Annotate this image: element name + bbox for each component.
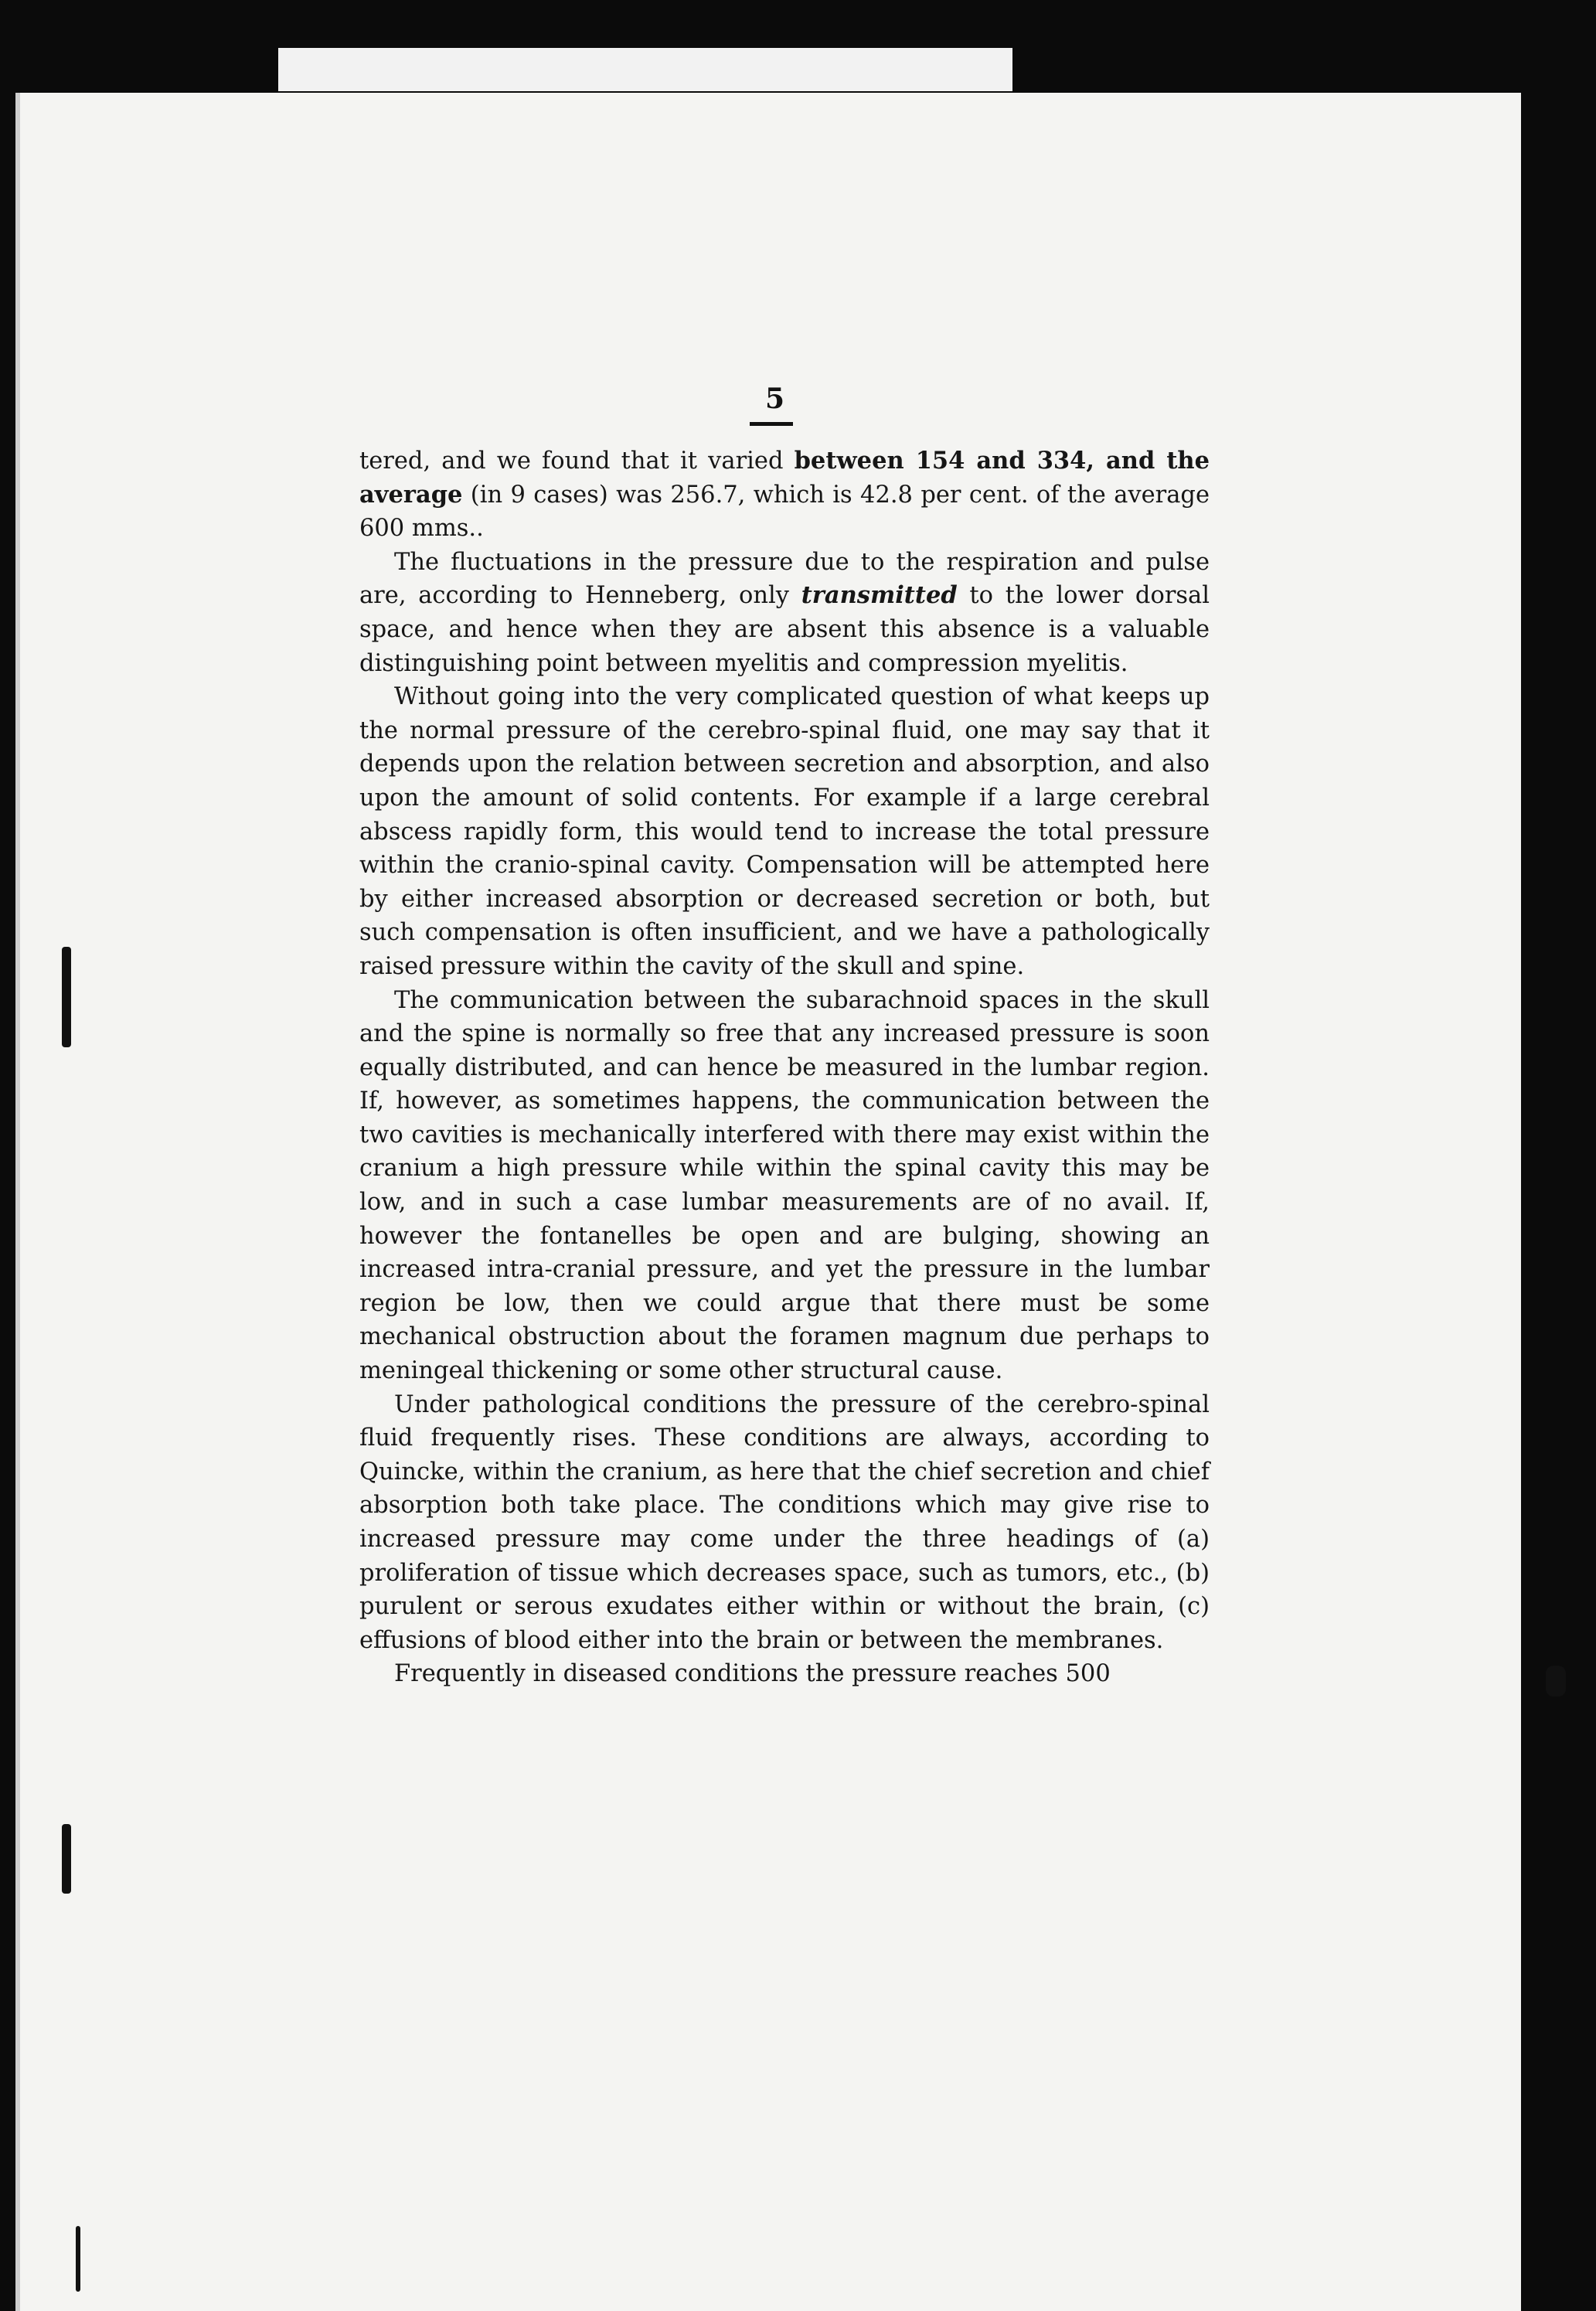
paragraph-2 [359,546,1210,680]
paragraph-1-end: (in 9 cases) was 256.7, which is 42.8 per cent. of the average 600 mms.. [359,481,1210,543]
paragraph-6: Frequently in diseased conditions the pressure reaches 500 [394,1660,1111,1688]
margin-mark-bottom [76,2226,80,2292]
scanner-top-strip [278,48,1012,91]
paragraph-2-end: to the lower dorsal space, and hence when they are absent this absence is a valuable distinguishing point between myelitis and compression myelitis. [359,582,1210,677]
paragraph-1-start: tered, and we found that it varied [359,448,795,475]
margin-mark-upper [62,947,71,1047]
paragraph-3: Without going into the very complicated question of what keeps up the normal pressure of the cerebro-spinal fluid, one may say that it depends upon the relation between secretion and absorption, and also upon the amount of solid contents. For example if a large cerebral abscess rapidly form, this would tend to increase the total pressure within the cranio-spinal cavity. Compensation will be attempted here by either increased absorption or decreased secretion or both, but such compensation is often insufficient, and we have a pathologically raised pressure within the cavity of the skull and spine. [359,683,1210,980]
paragraph-2-emphasis: transmitted [801,581,958,610]
paragraph-4: The communication between the subarachnoid spaces in the skull and the spine is normally so free that any increased pressure is soon equally distributed, and can hence be measured in the lumbar region. If, however, as sometimes happens, the communication between the two cavities is mechanically interfered with there may exist within the cranium a high pressure while within the spinal cavity this may be low, and in such a case lumbar measurements are of no avail. If, however the fontanelles be open and are bulging, showing an increased intra-cranial pressure, and yet the pressure in the lumbar region be low, then we could argue that there must be some mechanical obstruction about the foramen magnum due perhaps to meningeal thickening or some other structural cause. [359,986,1210,1385]
paragraph-1 [359,444,1210,546]
margin-mark-right [1546,1666,1566,1697]
paragraph-1-bold: between 154 and 334, and the average [359,447,1210,509]
page-number: 5 [765,383,785,415]
page-number-rule [750,422,793,426]
margin-mark-lower [62,1824,71,1894]
paragraph-5: Under pathological conditions the pressure of the cerebro-spinal fluid frequently rises. These conditions are always, according to Quincke, within the cranium, as here that the chief secretion and chief absorption both take place. The conditions which may give rise to increased pressure may come under the three headings of (a) proliferation of tissue which decreases space, such as tumors, etc., (b) purulent or serous exudates either within or without the brain, (c) effusions of blood either into the brain or between the membranes. [359,1390,1210,1654]
body-text [359,444,1210,1691]
paragraph-2-start: The fluctuations in the pressure due to the respiration and pulse are, according to Henneberg, only [359,548,1210,610]
